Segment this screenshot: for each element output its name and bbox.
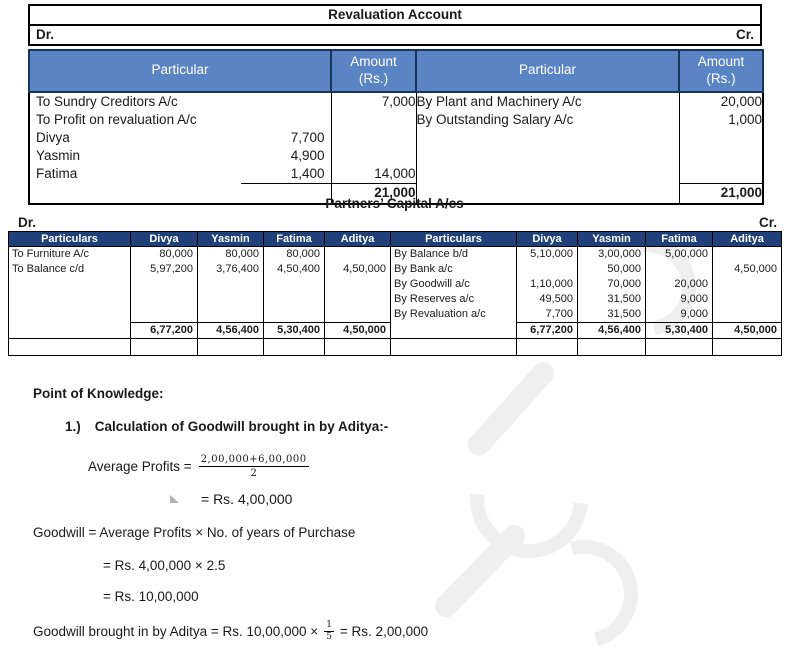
- pok-item-1: [65, 419, 388, 434]
- debit-amount: 7,000: [331, 92, 416, 111]
- debit-amount: 14,000: [331, 165, 416, 184]
- goodwill-calc-line: = Rs. 4,00,000 × 2.5: [103, 558, 226, 573]
- capital-header-cell: Fatima: [264, 232, 325, 247]
- capital-cell: [198, 277, 264, 292]
- capital-cell: 9,000: [646, 307, 713, 323]
- capital-cell: By Revaluation a/c: [391, 307, 517, 323]
- capital-header-row: [9, 232, 782, 247]
- capital-cell: 31,500: [578, 292, 646, 307]
- revaluation-account-section: [28, 4, 762, 205]
- dr-label: Dr.: [18, 215, 37, 230]
- capital-cell: [325, 247, 391, 263]
- capital-total-cell: [391, 323, 517, 339]
- one-fifth-fraction: [324, 621, 334, 642]
- credit-particular: By Outstanding Salary A/c: [416, 111, 679, 129]
- capital-table: [8, 231, 782, 356]
- fraction-numerator: 1: [326, 620, 332, 630]
- debit-amount: [331, 129, 416, 147]
- capital-cell: 5,97,200: [131, 262, 198, 277]
- debit-particular: Divya: [36, 129, 70, 145]
- capital-cell: 70,000: [578, 277, 646, 292]
- capital-cell: By Bank a/c: [391, 262, 517, 277]
- capital-cell: 80,000: [264, 247, 325, 263]
- revaluation-row: [29, 165, 763, 184]
- capital-cell: 31,500: [578, 307, 646, 323]
- debit-amount: [331, 147, 416, 165]
- capital-cell: 80,000: [198, 247, 264, 263]
- average-profits-label: Average Profits =: [88, 459, 192, 474]
- debit-sub-amount: [241, 111, 331, 129]
- pok-item-number: 1.): [65, 419, 81, 434]
- capital-cell: To Furniture A/c: [9, 247, 131, 263]
- debit-total: 21,000: [331, 184, 416, 205]
- capital-cell: 50,000: [578, 262, 646, 277]
- capital-cell: [325, 292, 391, 307]
- final-prefix: Goodwill brought in by Aditya = Rs. 10,00,000 ×: [33, 624, 319, 639]
- debit-sub-amount: 7,700: [290, 129, 325, 145]
- capital-cell: 4,50,000: [713, 262, 782, 277]
- capital-header-cell: Particulars: [391, 232, 517, 247]
- capital-cell: 5,10,000: [517, 247, 578, 263]
- capital-cell: [264, 277, 325, 292]
- revaluation-row: [29, 147, 763, 165]
- revaluation-header-row: [29, 50, 763, 92]
- capital-cell: 4,50,000: [325, 262, 391, 277]
- capital-total-cell: 6,77,200: [131, 323, 198, 339]
- credit-amount: [679, 147, 763, 165]
- debit-particular: Fatima: [36, 165, 78, 181]
- capital-drcr-row: [8, 215, 781, 231]
- capital-header-cell: Divya: [131, 232, 198, 247]
- debit-particular: To Sundry Creditors A/c: [36, 93, 178, 109]
- goodwill-formula-line: Goodwill = Average Profits × No. of years of Purchase: [33, 525, 356, 540]
- capital-total-row: [9, 323, 782, 339]
- capital-row: [9, 292, 782, 307]
- capital-cell: [646, 262, 713, 277]
- capital-cell: To Balance c/d: [9, 262, 131, 277]
- average-profits-formula: [88, 454, 309, 479]
- capital-empty-row: [9, 339, 782, 356]
- capital-cell: [198, 292, 264, 307]
- capital-cell: By Balance b/d: [391, 247, 517, 263]
- capital-cell: [325, 307, 391, 323]
- capital-header-cell: Yasmin: [578, 232, 646, 247]
- capital-cell: [713, 292, 782, 307]
- debit-particular: To Profit on revaluation A/c: [36, 111, 197, 127]
- capital-row: [9, 307, 782, 323]
- revaluation-row: [29, 92, 763, 111]
- credit-amount: 1,000: [728, 111, 762, 127]
- partners-capital-section: [8, 196, 781, 356]
- average-profits-value: = Rs. 4,00,000: [201, 491, 293, 507]
- capital-cell: [9, 307, 131, 323]
- capital-total-cell: 4,56,400: [198, 323, 264, 339]
- capital-cell: [264, 307, 325, 323]
- revaluation-title: Revaluation Account: [28, 4, 762, 26]
- capital-cell: [325, 277, 391, 292]
- debit-amount: [331, 111, 416, 129]
- capital-cell: By Goodwill a/c: [391, 277, 517, 292]
- capital-cell: 1,10,000: [517, 277, 578, 292]
- debit-particular: Yasmin: [36, 147, 81, 163]
- average-profits-result: [170, 491, 292, 507]
- capital-total-cell: 5,30,400: [264, 323, 325, 339]
- header-particular-right: Particular: [416, 50, 679, 92]
- capital-cell: [131, 292, 198, 307]
- capital-cell: 3,76,400: [198, 262, 264, 277]
- capital-cell: 3,00,000: [578, 247, 646, 263]
- revaluation-row: [29, 129, 763, 147]
- capital-cell: [131, 277, 198, 292]
- dr-label: Dr.: [36, 27, 55, 42]
- capital-cell: 49,500: [517, 292, 578, 307]
- capital-title: Partners’ Capital A/cs: [325, 196, 464, 211]
- capital-header-cell: Fatima: [646, 232, 713, 247]
- fraction-denominator: 5: [326, 632, 332, 642]
- header-amount-left: Amount (Rs.): [331, 50, 416, 92]
- goodwill-result-line: = Rs. 10,00,000: [103, 589, 199, 604]
- header-particular-left: Particular: [29, 50, 331, 92]
- capital-header-cell: Yasmin: [198, 232, 264, 247]
- credit-amount: [679, 129, 763, 147]
- pok-heading: Point of Knowledge:: [33, 386, 164, 401]
- header-amount-right: Amount (Rs.): [679, 50, 763, 92]
- cursor-triangle-icon: [170, 495, 179, 503]
- capital-row: [9, 247, 782, 263]
- capital-cell: 7,700: [517, 307, 578, 323]
- capital-cell: [713, 247, 782, 263]
- fraction-numerator: 2,00,000+6,00,000: [200, 454, 307, 465]
- capital-header-cell: Aditya: [325, 232, 391, 247]
- final-suffix: = Rs. 2,00,000: [339, 624, 429, 639]
- credit-particular: [416, 165, 679, 184]
- credit-total: 21,000: [679, 184, 763, 205]
- credit-amount: [679, 165, 763, 184]
- capital-total-cell: 4,50,000: [713, 323, 782, 339]
- revaluation-row: [29, 111, 763, 129]
- capital-cell: 9,000: [646, 292, 713, 307]
- capital-cell: [713, 277, 782, 292]
- capital-total-cell: 4,56,400: [578, 323, 646, 339]
- debit-sub-amount: 4,900: [290, 147, 325, 163]
- capital-cell: 20,000: [646, 277, 713, 292]
- credit-particular: [416, 129, 679, 147]
- capital-cell: [198, 307, 264, 323]
- capital-header-cell: Divya: [517, 232, 578, 247]
- capital-cell: [517, 262, 578, 277]
- capital-cell: [131, 307, 198, 323]
- goodwill-brought-in-line: [33, 621, 428, 642]
- capital-total-cell: 4,50,000: [325, 323, 391, 339]
- capital-cell: [713, 307, 782, 323]
- pok-item-title: Calculation of Goodwill brought in by Aditya:-: [94, 419, 389, 434]
- cr-label: Cr.: [735, 27, 754, 42]
- credit-amount: 20,000: [720, 93, 762, 109]
- average-profits-fraction: [199, 454, 309, 479]
- credit-particular: By Plant and Machinery A/c: [416, 92, 679, 111]
- capital-row: [9, 262, 782, 277]
- capital-cell: [9, 277, 131, 292]
- capital-cell: [9, 292, 131, 307]
- capital-total-cell: [9, 323, 131, 339]
- capital-total-cell: 6,77,200: [517, 323, 578, 339]
- capital-cell: 80,000: [131, 247, 198, 263]
- capital-cell: 4,50,400: [264, 262, 325, 277]
- debit-sub-amount: 1,400: [241, 165, 331, 184]
- capital-total-cell: 5,30,400: [646, 323, 713, 339]
- capital-cell: [264, 292, 325, 307]
- cr-label: Cr.: [758, 215, 777, 230]
- capital-cell: 5,00,000: [646, 247, 713, 263]
- debit-sub-amount: [241, 93, 331, 111]
- capital-header-cell: Aditya: [713, 232, 782, 247]
- revaluation-drcr-row: [28, 26, 762, 46]
- capital-header-cell: Particulars: [9, 232, 131, 247]
- capital-cell: By Reserves a/c: [391, 292, 517, 307]
- fraction-denominator: 2: [199, 466, 309, 479]
- capital-row: [9, 277, 782, 292]
- revaluation-table: [28, 49, 764, 205]
- credit-particular: [416, 147, 679, 165]
